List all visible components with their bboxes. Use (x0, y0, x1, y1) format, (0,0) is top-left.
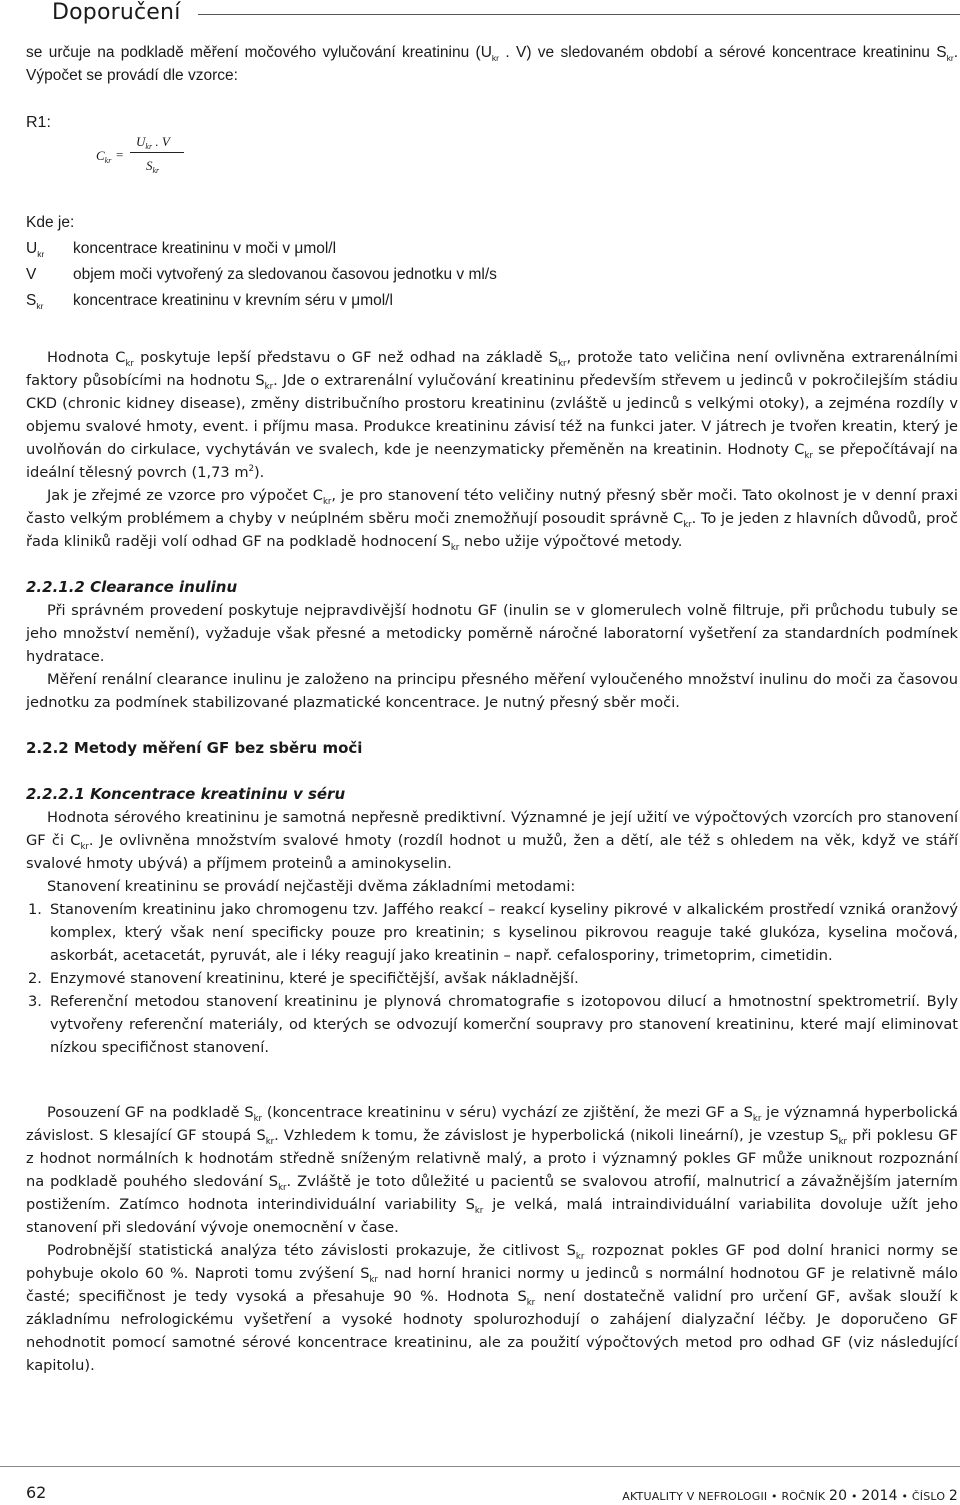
formula-label: R1: (26, 114, 51, 131)
paragraph-hodnota-ckr: Hodnota $C_{kr}$ poskytuje lepší představu o GF než odhad na základě $S_{kr}$, protože tato veličina není ovlivněna extrarenálními faktory působícími na hodnotu $S_{kr}$. Jde o extrarenální vylučování kreatininu především střevem u jedinců v pokročilejším stádiu CKD (chronic kidney disease), změny distribučního prostoru kreatininu (zvláště u jedinců s velkými otoky), a zejména rozdíly v objemu svalové hmoty, event. i příjmu masa. Produkce kreatininu závisí též na funkci jater. V játrech je tvořen kreatin, který je uvolňován do cirkulace, vychytáván ve svalech, kde je neenzymaticky přeměněn na kreatinin. Hodnoty $C_{kr}$ se přepočítávají na ideální tělesný povrch (1,73 $m^2$). (26, 349, 958, 481)
heading-clearance-inulinu: 2.2.1.2 Clearance inulinu (26, 578, 238, 596)
intro-text-2: . V) ve sledovaném období a sérové koncentrace kreatininu S (499, 44, 947, 61)
paragraph-posouzeni-gf: Posouzení GF na podkladě $S_{kr}$ (koncentrace kreatininu v séru) vychází ze zjištění, že mezi GF a $S_{kr}$ je významná hyperbolická závislost. S klesající GF stoupá $S_{kr}$. Vzhledem k tomu, že závislost je hyperbolická (nikoli lineární), je vzestup $S_{kr}$ při poklesu GF z hodnot normálních k hodnotám středně sníženým relativně malý, a proto i významný pokles GF může uniknout rozpoznání na podkladě pouhého sledování $S_{kr}$. Zvláště je toto důležité u pacientů se svalovou atrofií, malnutricí a závažnějším jaterním postižením. Zatímco hodnota interindividuální variability $S_{kr}$ je velká, malá intraindividuální variabilita dovoluje užít jeho stanovení při sledování vývoje onemocnění v čase. (26, 1104, 959, 1236)
formula-lhs: $C_{kr}$ (96, 148, 112, 165)
paragraph-inulin-2: Měření renální clearance inulinu je založeno na principu přesného měření vyloučeného množství inulinu do moči za časovou jednotku za podmínek stabilizované plazmatické koncentrace. Je nutný přesný sběr moči. (26, 671, 958, 711)
journal-info: AKTUALITY V NEFROLOGII • ROČNÍK 20 • 2014 • ČÍSLO 2 (622, 1488, 958, 1504)
main-body (26, 346, 958, 1377)
intro-paragraph (26, 41, 958, 87)
page-number: 62 (26, 1483, 47, 1502)
section-title: Doporučení (52, 0, 181, 25)
sub-kr: kr (946, 53, 954, 63)
page-footer (0, 1466, 960, 1505)
formula-equals: = (116, 147, 124, 162)
paragraph-kreatinin-2: Stanovení kreatininu se provádí nejčastěji dvěma základními metodami: (47, 878, 576, 895)
list-item: 1. Stanovením kreatininu jako chromogenu tzv. Jaffého reakcí – reakcí kyseliny pikrové v alkalickém prostředí vzniká oranžový komplex, který však není specificky pouze pro kreatinin; s kyselinou pikrovou reaguje také glukóza, kyselina močová, askorbát, acetacetát, pyruvát, ale i léky reagují jako kreatinin – např. cefalosporiny, trimetoprim, cimetidin. (28, 901, 958, 964)
sub-kr: kr (491, 53, 500, 63)
footer-rule (0, 1466, 960, 1467)
paragraph-statisticka-analyza: Podrobnější statistická analýza této závislosti prokazuje, že citlivost $S_{kr}$ rozpoznat pokles GF pod dolní hranici normy se pohybuje okolo 60 %. Naproti tomu zvýšení $S_{kr}$ nad horní hranici normy u jedinců s normální hodnotou GF je relativně málo časté; specifičnost je tedy vysoká a přesahuje 90 %. Hodnota $S_{kr}$ není dostatečně validní pro určení GF, avšak slouží k základnímu nefrologickému vyšetření a vysoké hodnoty spolurozhodují o zahájení dialyzační léčby. Je doporučeno GF nehodnotit pomocí samotné sérové koncentrace kreatininu, ale za použití výpočtových metod pro odhad GF (viz následující kapitolu). (26, 1242, 959, 1374)
list-item: 2. Enzymové stanovení kreatininu, které je specifičtější, avšak nákladnější. (28, 970, 579, 987)
intro-text-1: se určuje na podkladě měření močového vylučování kreatininu (U (26, 44, 492, 61)
definition-item: $U_{kr}$ koncentrace kreatininu v moči v μmol/l (26, 240, 337, 259)
formula-r1 (96, 130, 216, 180)
paragraph-sber-moci: Jak je zřejmé ze vzorce pro výpočet $C_{kr}$, je pro stanovení této veličiny nutný přesný sběr moči. Tato okolnost je v denní praxi často velkým problémem a chyby v neúplném sběru moči znemožňují posoudit správně $C_{kr}$. To je jeden z hlavních důvodů, proč řada kliniků raději volí odhad GF na podkladě hodnocení $S_{kr}$ nebo užije výpočtové metody. (26, 487, 959, 553)
definition-item: V objem moči vytvořený za sledovanou časovou jednotku v ml/s (26, 266, 497, 283)
formula-denominator: $S_{kr}$ (146, 158, 160, 175)
definitions (26, 210, 497, 314)
paragraph-kreatinin-1: Hodnota sérového kreatininu je samotná nepřesně prediktivní. Významné je její užití ve výpočtových vzorcích pro stanovení GF či $C_{kr}$. Je ovlivněna množstvím svalové hmoty (rozdíl hodnot u mužů, žen a dětí, ale též s ohledem na věk, když ve stáří svalové hmoty ubývá) a příjmem proteinů a aminokyselin. (26, 809, 959, 872)
list-item: 3. Referenční metodou stanovení kreatininu je plynová chromatografie s izotopovou dilucí a hmotnostní spektrometrií. Byly vytvořeny referenční materiály, od kterých se odvozují komerční soupravy pro stanovení kreatininu, které mají eliminovat nízkou specifičnost stanovení. (28, 993, 958, 1056)
methods-list (26, 898, 958, 1059)
header-rule (198, 14, 960, 15)
fraction-bar (130, 152, 184, 153)
page-header (0, 0, 960, 36)
heading-koncentrace-kreatininu: 2.2.2.1 Koncentrace kreatininu v séru (26, 785, 346, 803)
heading-metody: 2.2.2 Metody měření GF bez sběru moči (26, 739, 363, 757)
definition-item: $S_{kr}$ koncentrace kreatininu v krevním séru v μmol/l (26, 292, 393, 311)
definitions-heading: Kde je: (26, 214, 75, 231)
intro-text-3: . Výpočet se provádí dle vzorce: (26, 44, 958, 84)
formula-numerator: $U_{kr}$ . V (136, 134, 170, 151)
paragraph-inulin-1: Při správném provedení poskytuje nejpravdivější hodnotu GF (inulin se v glomerulech volně filtruje, při průchodu tubuly se jeho množství nemění), vyžaduje však přesné a metodicky poměrně náročné laboratorní vyšetření za standardních podmínek hydratace. (26, 602, 958, 665)
